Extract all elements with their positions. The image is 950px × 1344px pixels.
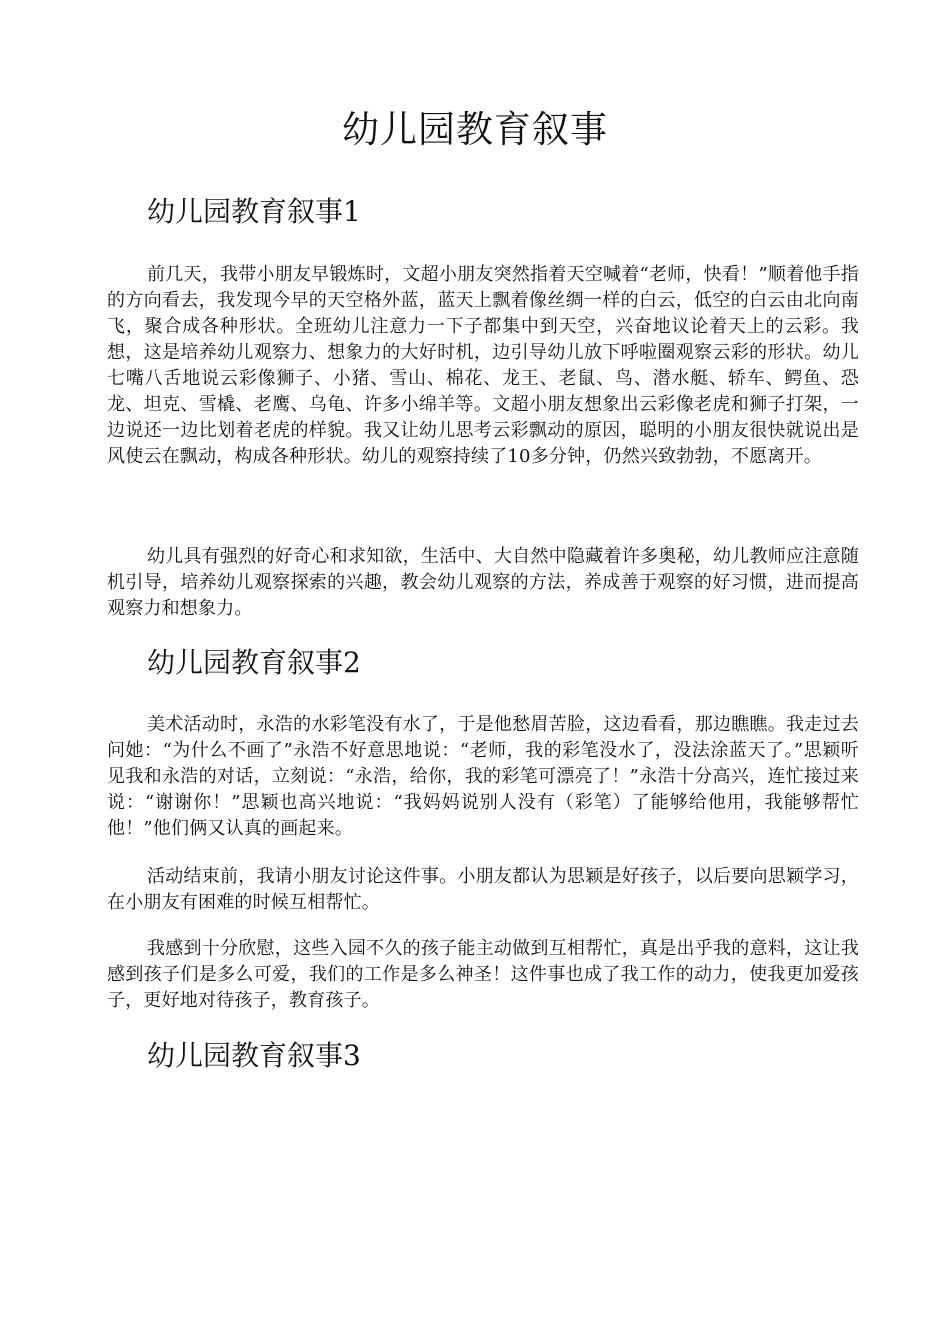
section-2-paragraph-2: 活动结束前，我请小朋友讨论这件事。小朋友都认为思颖是好孩子，以后要向思颖学习，在小朋友有困难的时候互相帮忙。 [107,866,859,913]
section-heading-1: 幼儿园教育叙事1 [147,195,361,228]
document-title: 幼儿园教育叙事 [342,108,608,151]
section-1-paragraph-2: 幼儿具有强烈的好奇心和求知欲，生活中、大自然中隐藏着许多奥秘，幼儿教师应注意随机引导，培养幼儿观察探索的兴趣，教会幼儿观察的方法，养成善于观察的好习惯，进而提高观察力和想象力。 [107,546,859,619]
section-heading-3: 幼儿园教育叙事3 [147,1039,361,1072]
section-1-paragraph-1: 前几天，我带小朋友早锻炼时，文超小朋友突然指着天空喊着“老师，快看！”顺着他手指的方向看去，我发现今早的天空格外蓝，蓝天上飘着像丝绸一样的白云，低空的白云由北向南飞，聚合成各种形状。全班幼儿注意力一下子都集中到天空，兴奋地议论着天上的云彩。我想，这是培养幼儿观察力、想象力的大好时机，边引导幼儿放下呼啦圈观察云彩的形状。幼儿七嘴八舌地说云彩像狮子、小猪、雪山、棉花、龙王、老鼠、鸟、潜水艇、轿车、鳄鱼、恐龙、坦克、雪橇、老鹰、乌龟、许多小绵羊等。文超小朋友想象出云彩像老虎和狮子打架，一边说还一边比划着老虎的样貌。我又让幼儿思考云彩飘动的原因，聪明的小朋友很快就说出是风使云在飘动，构成各种形状。幼儿的观察持续了10多分钟，仍然兴致勃勃，不愿离开。 [107,264,859,467]
section-2-paragraph-3: 我感到十分欣慰，这些入园不久的孩子能主动做到互相帮忙，真是出乎我的意料，这让我感到孩子们是多么可爱，我们的工作是多么神圣！这件事也成了我工作的动力，使我更加爱孩子，更好地对待孩子，教育孩子。 [107,938,859,1011]
section-heading-2: 幼儿园教育叙事2 [147,646,361,679]
section-2-paragraph-1: 美术活动时，永浩的水彩笔没有水了，于是他愁眉苦脸，这边看看，那边瞧瞧。我走过去问她：“为什么不画了”永浩不好意思地说：“老师，我的彩笔没水了，没法涂蓝天了。”思颖听见我和永浩的对话，立刻说：“永浩，给你，我的彩笔可漂亮了！”永浩十分高兴，连忙接过来说：“谢谢你！”思颖也高兴地说：“我妈妈说别人没有（彩笔）了能够给他用，我能够帮忙他！”他们俩又认真的画起来。 [107,714,859,839]
